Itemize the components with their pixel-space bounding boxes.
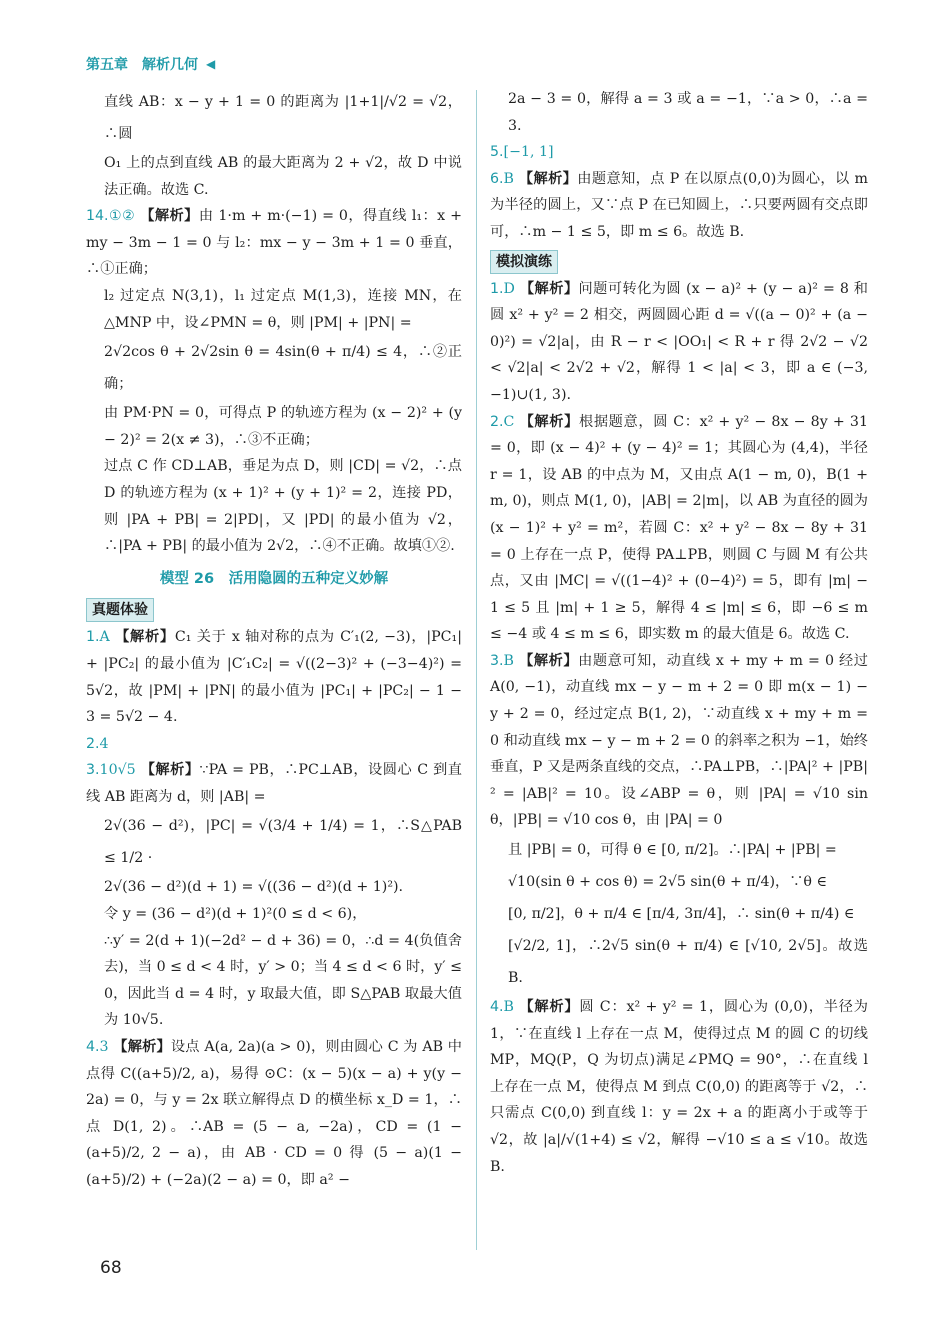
- answer-item: [490, 648, 868, 834]
- answer-item: [86, 624, 462, 730]
- item-number: 1.: [86, 629, 100, 646]
- answer-item: [86, 203, 462, 283]
- text-line: [86, 150, 462, 203]
- text-line: [86, 336, 462, 400]
- answer-item: [86, 757, 462, 810]
- solution-text: 设点 A(a, 2a)(a > 0)，则由圆心 C 为 AB 中点得 C((a+5)/2, a)，易得 ⊙C：(x − 5)(x − a) + y(y − 2a) = 0，与 y = 2x 联立解得点 D 的横坐标 x_D = 1，∴点 D(1, 2)。∴AB = (5 − a, −2a)，CD = (1 − (a+5)/2, 2 − a)，由 AB · CD = 0 得 (5 − a)(1 − (a+5)/2) + (−2a)(2 − a) = 0，即 a² −: [86, 1039, 462, 1188]
- solution-text: 由 1·m + m·(−1) = 0，得直线 l₁：x + my − 3m − 1 = 0 与 l₂：mx − y − 3m + 1 = 0 垂直，∴①正确；: [86, 208, 462, 278]
- answer-item: [86, 1034, 462, 1194]
- text-line: [490, 866, 868, 898]
- text-line: [86, 400, 462, 453]
- solution-text: 2√(36 − d²)(d + 1) = √((36 − d²)(d + 1)²).: [104, 879, 404, 896]
- solution-text: [0, π/2]，θ + π/4 ∈ [π/4, 3π/4]，∴ sin(θ + π/4) ∈: [508, 906, 855, 923]
- text-line: [86, 901, 462, 928]
- answer-key: C: [503, 413, 520, 430]
- section-label: 模拟演练: [490, 250, 558, 274]
- analysis-tag: 【解析】: [115, 629, 175, 646]
- answer-key: D: [503, 280, 520, 297]
- item-number: 6.: [490, 170, 504, 187]
- text-line: [86, 810, 462, 874]
- analysis-tag: 【解析】: [519, 413, 579, 430]
- text-line: [86, 928, 462, 1034]
- analysis-tag: 【解析】: [140, 762, 200, 779]
- answer-key: [−1, 1]: [503, 144, 554, 161]
- solution-text: [√2/2, 1]，∴2√5 sin(θ + π/4) ∈ [√10, 2√5]。故选 B.: [508, 938, 868, 987]
- answer-item: [490, 409, 868, 648]
- solution-text: l₂ 过定点 N(3,1)，l₁ 过定点 M(1,3)，连接 MN，在 △MNP 中，设∠PMN = θ，则 |PM| + |PN| =: [104, 287, 462, 331]
- column-divider: [476, 90, 477, 1250]
- solution-text: 过点 C 作 CD⊥AB，垂足为点 D，则 |CD| = √2，∴点 D 的轨迹方程为 (x + 1)² + (y + 1)² = 2，连接 PD，则 |PA + PB| = 2|PD|，又 |PD| 的最小值为 √2，∴|PA + PB| 的最小值为 2√2，∴④不正确。故填①②.: [104, 458, 462, 555]
- page-header: [86, 52, 215, 76]
- solution-text: 直线 AB：x − y + 1 = 0 的距离为 |1+1|/√2 = √2，∴圆: [104, 94, 462, 142]
- item-number: 4.: [490, 999, 504, 1016]
- solution-text: 2√2cos θ + 2√2sin θ = 4sin(θ + π/4) ≤ 4，∴②正确；: [104, 344, 462, 393]
- solution-text: O₁ 上的点到直线 AB 的最大距离为 2 + √2，故 D 中说法正确。故选 C.: [104, 155, 462, 198]
- answer-key: A: [99, 629, 116, 646]
- section-row: [490, 246, 868, 276]
- answer-key: B: [503, 170, 519, 187]
- item-number: 4.: [86, 1039, 100, 1056]
- text-line: [490, 898, 868, 930]
- analysis-tag: 【解析】: [519, 652, 579, 669]
- solution-text: C₁ 关于 x 轴对称的点为 C′₁(2, −3)，|PC₁| + |PC₂| 的最小值为 |C′₁C₂| = √((2−3)² + (−3−4)²) = 5√2，故 |PM| + |PN| 的最小值为 |PC₁| + |PC₂| − 1 − 3 = 5√2 − 4.: [86, 629, 462, 726]
- solution-text: 2a − 3 = 0，解得 a = 3 或 a = −1，∵a > 0，∴a = 3.: [508, 91, 868, 134]
- answer-key: 3: [99, 1039, 114, 1056]
- solution-text: 根据题意，圆 C：x² + y² − 8x − 8y + 31 = 0，即 (x − 4)² + (y − 4)² = 1；其圆心为 (4,4)，半径 r = 1，设 AB 的中点为 M，又由点 A(1 − m, 0)，B(1 + m, 0)，则点 M(1, 0)，|AB| = 2|m|，以 AB 为直径的圆为 (x − 1)² + y² = m²，若圆 C：x² + y² − 8x − 8y + 31 = 0 上存在一点 P，使得 PA⊥PB，则圆 C 与圆 M 有公共点，又由 |MC| = √((1−4)² + (0−4)²) = 5，即有 |m| − 1 ≤ 5 且 |m| + 1 ≥ 5，解得 4 ≤ |m| ≤ 6，即 −6 ≤ m ≤ −4 或 4 ≤ m ≤ 6，即实数 m 的最大值是 6。故选 C.: [490, 413, 868, 643]
- analysis-tag: 【解析】: [518, 170, 578, 187]
- answer-item: [490, 994, 868, 1180]
- text-line: [86, 86, 462, 150]
- analysis-tag: 【解析】: [113, 1039, 171, 1056]
- analysis-tag: 【解析】: [140, 208, 199, 225]
- item-number: 1.: [490, 280, 504, 297]
- text-line: [86, 453, 462, 559]
- triangle-marker-icon: ◀: [206, 57, 216, 71]
- answer-item: [490, 276, 868, 409]
- solution-text: 问题可转化为圆 (x − a)² + (y − a)² = 8 和圆 x² + y² = 2 相交，两圆圆心距 d = √((a − 0)² + (a − 0)²) = √2|a|，由 R − r < |OO₁| < R + r 得 2√2 − √2 < √2|a| < 2√2 + √2，解得 1 < |a| < 3，即 a ∈ (−3, −1)∪(1, 3).: [490, 280, 868, 403]
- solution-text: 由题意可知，动直线 x + my + m = 0 经过 A(0, −1)，动直线 mx − y − m + 2 = 0 即 m(x − 1) − y + 2 = 0，经过定点 B(1, 2)，∵动直线 x + my + m = 0 和动直线 mx − y − m + 2 = 0 的斜率之积为 −1，始终垂直，P 又是两条直线的交点，∴PA⊥PB，∴|PA|² + |PB|² = |AB|² = 10。设∠ABP = θ，则 |PA| = √10 sin θ，|PB| = √10 cos θ，由 |PA| = 0: [490, 652, 868, 829]
- text-line: [86, 874, 462, 901]
- solution-text: 且 |PB| = 0，可得 θ ∈ [0, π/2]。∴|PA| + |PB| =: [508, 842, 837, 859]
- item-number: 5.: [490, 144, 504, 161]
- text-line: [86, 283, 462, 336]
- solution-text: √10(sin θ + cos θ) = 2√5 sin(θ + π/4)，∵θ ∈: [508, 874, 827, 891]
- answer-item: [490, 166, 868, 246]
- section-row: [86, 594, 462, 624]
- section-label: 真题体验: [86, 598, 154, 622]
- item-number: 3.: [490, 652, 504, 669]
- text-line: [490, 930, 868, 994]
- answer-item: [86, 731, 462, 758]
- answer-key: B: [503, 999, 520, 1016]
- solution-text: 2√(36 − d²)，|PC| = √(3/4 + 1/4) = 1，∴S△PAB ≤ 1/2 ·: [104, 818, 462, 867]
- item-number: 3.: [86, 762, 100, 779]
- answer-key: 4: [99, 735, 109, 752]
- solution-text: 由 PM·PN = 0，可得点 P 的轨迹方程为 (x − 2)² + (y − 2)² = 2(x ≠ 3)，∴③不正确；: [104, 405, 462, 448]
- chapter-number: 第五章: [86, 57, 128, 73]
- model-title: 模型 26 活用隐圆的五种定义妙解: [159, 570, 389, 587]
- solution-text: ∴y′ = 2(d + 1)(−2d² − d + 36) = 0，∴d = 4(负值舍去)，当 0 ≤ d < 4 时，y′ > 0；当 4 ≤ d < 6 时，y′ ≤ 0，因此当 d = 4 时，y 取最大值，即 S△PAB 取最大值为 10√5.: [104, 932, 462, 1029]
- text-line: [490, 86, 868, 139]
- text-line: [490, 834, 868, 866]
- solution-text: ∵PA = PB，∴PC⊥AB，设圆心 C 到直线 AB 距离为 d，则 |AB| =: [86, 762, 462, 805]
- left-column: [86, 86, 462, 1194]
- answer-key: B: [503, 652, 520, 669]
- solution-text: 令 y = (36 − d²)(d + 1)²(0 ≤ d < 6)，: [104, 906, 367, 923]
- item-number: 2.: [86, 735, 100, 752]
- analysis-tag: 【解析】: [519, 280, 579, 297]
- chapter-title: 解析几何: [142, 57, 198, 73]
- answer-item: [490, 139, 868, 166]
- page-number: 68: [100, 1258, 122, 1278]
- answer-key: ①②: [108, 208, 141, 225]
- right-column: [490, 86, 868, 1180]
- answer-key: 10√5: [99, 762, 141, 779]
- item-number: 2.: [490, 413, 504, 430]
- item-number: 14.: [86, 208, 109, 225]
- analysis-tag: 【解析】: [519, 999, 580, 1016]
- solution-text: 圆 C：x² + y² = 1，圆心为 (0,0)，半径为 1，∵在直线 l 上存在一点 M，使得过点 M 的圆 C 的切线 MP，MQ(P，Q 为切点)满足∠PMQ = 90°，∴在直线 l 上存在一点 M，使得点 M 到点 C(0,0) 的距离等于 √2，∴只需点 C(0,0) 到直线 l：y = 2x + a 的距离小于或等于 √2，故 |a|/√(1+4) ≤ √2，解得 −√10 ≤ a ≤ √10。故选 B.: [490, 999, 868, 1175]
- solution-text: 由题意知，点 P 在以原点(0,0)为圆心，以 m 为半径的圆上，又∵点 P 在已知圆上，∴只要两圆有交点即可，∴m − 1 ≤ 5，即 m ≤ 6。故选 B.: [490, 170, 868, 240]
